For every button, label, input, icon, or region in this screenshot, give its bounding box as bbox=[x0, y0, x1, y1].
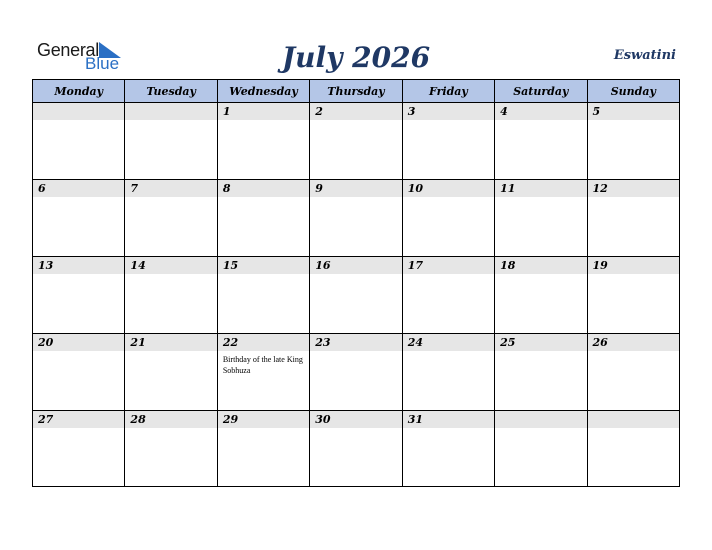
day-number: 13 bbox=[33, 257, 124, 274]
day-number: 15 bbox=[218, 257, 309, 274]
week-row bbox=[33, 257, 680, 334]
day-number: 23 bbox=[310, 334, 401, 351]
day-number: 5 bbox=[588, 103, 679, 120]
day-number: 22 bbox=[218, 334, 309, 351]
day-number: 27 bbox=[33, 411, 124, 428]
day-number: 24 bbox=[403, 334, 494, 351]
day-cell bbox=[125, 257, 217, 334]
day-cell bbox=[33, 103, 125, 180]
weekday-friday: Friday bbox=[402, 80, 494, 103]
day-number: 28 bbox=[125, 411, 216, 428]
holiday-event: Birthday of the late King Sobhuza bbox=[222, 355, 303, 375]
day-number: 4 bbox=[495, 103, 586, 120]
day-number bbox=[495, 411, 586, 428]
calendar-grid bbox=[32, 79, 680, 487]
day-cell bbox=[217, 257, 309, 334]
day-number: 31 bbox=[403, 411, 494, 428]
day-cell bbox=[402, 334, 494, 411]
day-cell bbox=[495, 334, 587, 411]
day-cell bbox=[587, 411, 679, 487]
day-number: 7 bbox=[125, 180, 216, 197]
day-cell bbox=[217, 180, 309, 257]
logo-general-text: General bbox=[37, 40, 99, 60]
weekday-monday: Monday bbox=[33, 80, 125, 103]
day-number: 2 bbox=[310, 103, 401, 120]
day-number: 26 bbox=[588, 334, 679, 351]
day-cell bbox=[310, 180, 402, 257]
day-number: 25 bbox=[495, 334, 586, 351]
day-cell bbox=[402, 180, 494, 257]
day-cell bbox=[33, 411, 125, 487]
day-number: 11 bbox=[495, 180, 586, 197]
day-number bbox=[125, 103, 216, 120]
day-cell bbox=[402, 257, 494, 334]
day-cell bbox=[310, 257, 402, 334]
day-number: 12 bbox=[588, 180, 679, 197]
weekday-sunday: Sunday bbox=[587, 80, 679, 103]
day-number: 29 bbox=[218, 411, 309, 428]
day-cell bbox=[587, 103, 679, 180]
day-cell bbox=[495, 180, 587, 257]
day-number: 16 bbox=[310, 257, 401, 274]
day-cell bbox=[217, 411, 309, 487]
day-cell bbox=[310, 411, 402, 487]
day-number: 6 bbox=[33, 180, 124, 197]
day-cell bbox=[310, 334, 402, 411]
weekday-saturday: Saturday bbox=[495, 80, 587, 103]
day-number: 9 bbox=[310, 180, 401, 197]
day-cell bbox=[125, 334, 217, 411]
day-cell bbox=[217, 103, 309, 180]
day-cell bbox=[587, 257, 679, 334]
day-cell bbox=[217, 334, 309, 411]
day-number: 19 bbox=[588, 257, 679, 274]
day-number: 21 bbox=[125, 334, 216, 351]
day-cell bbox=[495, 257, 587, 334]
week-row bbox=[33, 334, 680, 411]
day-cell bbox=[33, 257, 125, 334]
day-number: 10 bbox=[403, 180, 494, 197]
weekday-tuesday: Tuesday bbox=[125, 80, 217, 103]
day-cell bbox=[33, 334, 125, 411]
week-row bbox=[33, 103, 680, 180]
calendar-title: July 2026 bbox=[281, 41, 431, 74]
day-number bbox=[33, 103, 124, 120]
day-cell bbox=[402, 411, 494, 487]
day-number: 14 bbox=[125, 257, 216, 274]
day-cell bbox=[587, 180, 679, 257]
weekday-wednesday: Wednesday bbox=[217, 80, 309, 103]
day-cell bbox=[587, 334, 679, 411]
week-row bbox=[33, 180, 680, 257]
day-number: 8 bbox=[218, 180, 309, 197]
day-number: 3 bbox=[403, 103, 494, 120]
day-cell bbox=[33, 180, 125, 257]
weekday-header-row bbox=[33, 80, 680, 103]
day-number bbox=[588, 411, 679, 428]
logo-blue-text: Blue bbox=[85, 54, 120, 73]
day-cell bbox=[125, 411, 217, 487]
week-row bbox=[33, 411, 680, 487]
weekday-thursday: Thursday bbox=[310, 80, 402, 103]
day-cell bbox=[495, 411, 587, 487]
day-number: 30 bbox=[310, 411, 401, 428]
day-cell bbox=[310, 103, 402, 180]
day-number: 17 bbox=[403, 257, 494, 274]
day-number: 18 bbox=[495, 257, 586, 274]
day-number: 20 bbox=[33, 334, 124, 351]
day-number: 1 bbox=[218, 103, 309, 120]
day-cell bbox=[402, 103, 494, 180]
country-label: Eswatini bbox=[613, 48, 676, 63]
day-cell bbox=[125, 103, 217, 180]
day-cell bbox=[495, 103, 587, 180]
day-cell bbox=[125, 180, 217, 257]
